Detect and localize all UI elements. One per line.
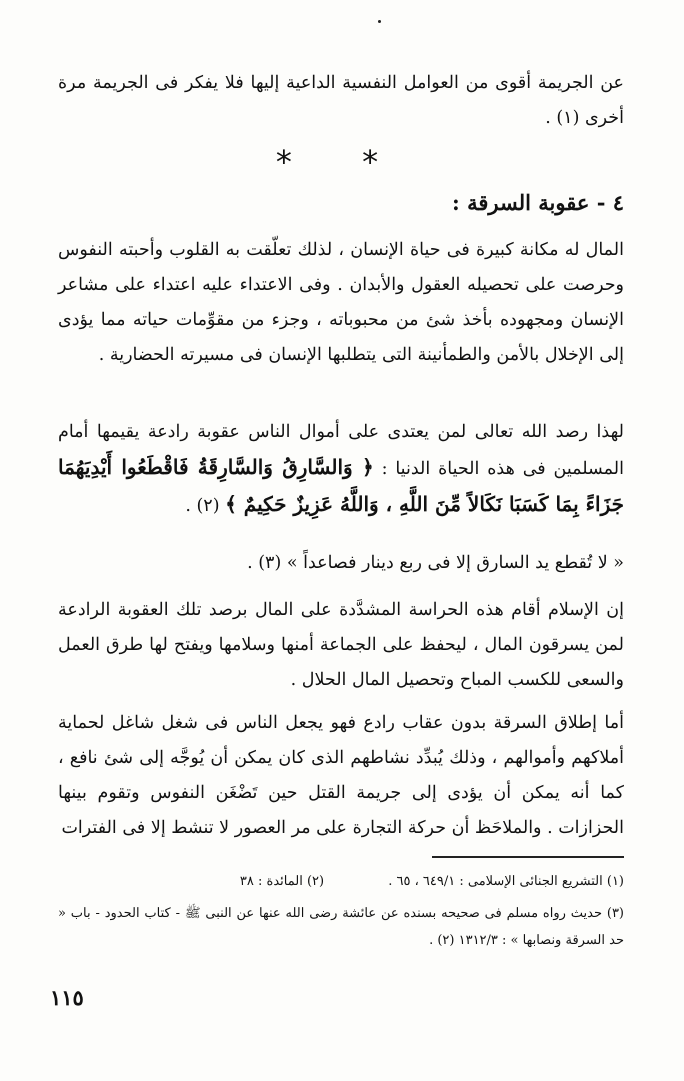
paragraph-4: أما إطلاق السرقة بدون عقاب رادع فهو يجعل الناس فى شغل شاغل لحماية أملاكهم وأموالهم ، وذلك يُبدِّد نشاطهم الذى كان يمكن أن يُوجَّه إلى شئ نافع ، كما أنه يمكن أن يؤدى إلى جريمة القتل حين تَضْغَن النفوس وتقوم بينها الحزازات . والملاحَظ أن حركة التجارة على مر العصور لا تنشط إلا فى الفترات <box>58 713 624 838</box>
section-separator: * * <box>275 143 409 181</box>
continuation-paragraph: عن الجريمة أقوى من العوامل النفسية الداعية إليها فلا يفكر فى الجريمة مرة أخرى (١) . <box>58 73 624 128</box>
page-mark <box>378 20 381 23</box>
verse-reference: (٢) . <box>185 496 220 516</box>
quran-verse: ﴿ وَالسَّارِقُ وَالسَّارِقَةُ فَاقْطَعُوا أَيْدِيَهُمَا جَزَاءً بِمَا كَسَبَا نَكَالاً مِّنَ اللَّهِ ، وَاللَّهُ عَزِيزٌ حَكِيمٌ ﴾ <box>58 455 624 516</box>
footnote-1: (١) التشريع الجنائى الإسلامى : ٦٤٩/١ ، ٦٥ . <box>388 874 624 889</box>
paragraph-2 <box>58 415 624 524</box>
footnote-divider <box>432 856 624 858</box>
paragraph-2-intro: لهذا رصد الله تعالى لمن يعتدى على أموال الناس عقوبة رادعة يقيمها أمام المسلمين فى هذه الحياة الدنيا : <box>58 422 624 479</box>
footnote-2: (٢) المائدة : ٣٨ <box>239 874 325 889</box>
paragraph-3: إن الإسلام أقام هذه الحراسة المشدَّدة على المال برصد تلك العقوبة الرادعة لمن يسرقون المال ، ليحفظ على الجماعة أمنها وسلامها ويفتح لها طرق العمل والسعى للكسب المباح وتحصيل المال الحلال . <box>58 600 624 690</box>
footnote-row-1 <box>58 868 624 895</box>
footnote-3: (٣) حديث رواه مسلم فى صحيحه بسنده عن عائشة رضى الله عنها عن النبى ﷺ - كتاب الحدود - باب « حد السرقة ونصابها » : ١٣١٢/٣ (٢) . <box>58 906 624 948</box>
section-heading: ٤ - عقوبة السرقة : <box>452 190 624 215</box>
paragraph-1: المال له مكانة كبيرة فى حياة الإنسان ، لذلك تعلّقت به القلوب وأحبته النفوس وحرصت على تحصيله العقول والأبدان . وفى الاعتداء عليه اعتداء على مشاعر الإنسان ومجهوده بأخذ شئ من محبوباته ، وجزء من مقوِّمات حياته مما يؤدى إلى الإخلال بالأمن والطمأنينة التى يتطلبها الإنسان فى مسيرته الحضارية . <box>58 240 624 365</box>
page-number: ١١٥ <box>50 985 84 1010</box>
hadith-quote: « لا تُقطع يد السارق إلا فى ربع دينار فصاعداً » (٣) . <box>247 553 624 573</box>
